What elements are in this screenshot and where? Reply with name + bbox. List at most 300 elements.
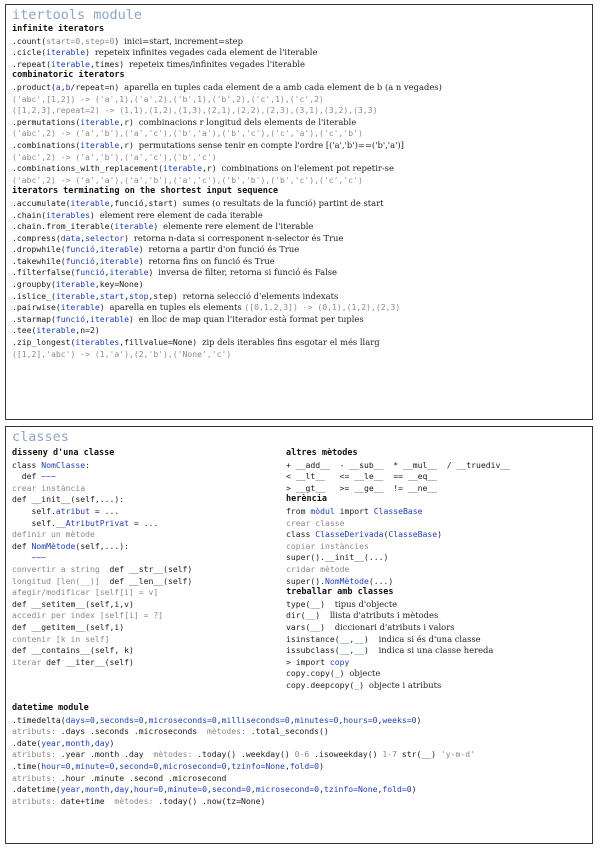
section-heading: [12, 186, 586, 198]
line-segment: (...): [368, 575, 394, 586]
line-segment: contenir [k in self]: [12, 633, 110, 644]
line-segment: iterable: [80, 139, 120, 150]
line-segment: afegir/modificar [self[i] = v]: [12, 587, 159, 598]
line-segment: ,: [319, 784, 324, 795]
line-segment: def: [12, 471, 42, 482]
line-segment: ): [109, 737, 115, 748]
line-segment: iterables: [75, 337, 120, 348]
line-segment: crear instància: [12, 482, 86, 493]
line-segment: from: [286, 505, 311, 516]
code-line: [12, 221, 586, 233]
code-line: [12, 82, 586, 94]
code-line: [286, 599, 586, 611]
line-segment: repeteix times/infinites vegades l'iterable: [128, 58, 305, 69]
line-segment: ): [416, 714, 422, 725]
line-segment: ~~~: [12, 552, 47, 563]
line-segment: .groupby(: [12, 279, 56, 290]
line-segment: stop: [128, 290, 149, 301]
line-segment: class: [286, 529, 316, 540]
line-segment: import: [334, 505, 374, 516]
line-segment: ): [89, 209, 100, 220]
line-segment: iterable: [55, 279, 95, 290]
code-line: [12, 784, 586, 796]
line-segment: ,: [94, 255, 100, 266]
line-segment: NomClasse: [41, 459, 86, 470]
line-segment: hour=0: [41, 760, 71, 771]
code-line: [12, 738, 586, 750]
line-segment: def __str__(self): [109, 563, 193, 574]
line-segment: ): [128, 313, 139, 324]
line-segment: .compress(: [12, 232, 61, 243]
line-segment: AtributPrivat: [65, 517, 129, 528]
line-segment: hour=0: [133, 784, 164, 795]
line-segment: disseny d'una classe: [12, 448, 115, 458]
line-segment: .combinations(: [12, 139, 81, 150]
code-line: [12, 233, 586, 245]
line-segment: .starmap(: [12, 313, 56, 324]
line-segment: year: [41, 737, 61, 748]
line-segment: .isoweekday(): [314, 749, 383, 760]
line-segment: atributs:: [12, 795, 61, 806]
line-segment: ,: [94, 714, 100, 725]
line-segment: .combinations_with_replacement(: [12, 163, 164, 174]
line-segment: ClasseBase: [388, 529, 438, 540]
code-line: [286, 668, 586, 680]
line-segment: ([1,2],'abc') -> (1,'a'),(2,'b'),('None','c'): [12, 348, 232, 359]
line-segment: atributs:: [12, 749, 61, 760]
line-segment: def __init__(self,...):: [12, 494, 125, 505]
line-segment: ,: [80, 784, 86, 795]
code-line: [12, 610, 284, 622]
line-segment: .chain(: [12, 209, 47, 220]
line-segment: iterable: [114, 221, 154, 232]
code-line: [286, 471, 586, 483]
line-segment: ): [363, 645, 379, 656]
line-segment: issubclass(: [286, 645, 340, 656]
line-segment: .islice_(: [12, 290, 56, 301]
code-line: [286, 576, 586, 588]
code-line: [286, 506, 586, 518]
line-segment: .total_seconds(): [250, 726, 329, 737]
code-line: [12, 506, 284, 518]
line-segment: month: [65, 737, 90, 748]
line-segment: self.__: [12, 517, 66, 528]
line-segment: data: [60, 232, 81, 243]
line-segment: NomMètode: [31, 540, 76, 551]
line-segment: ): [138, 255, 149, 266]
line-segment: objecte: [349, 668, 381, 679]
line-segment: tzinfo=None: [323, 784, 378, 795]
code-line: [12, 105, 586, 117]
line-segment: .today() .now(tz=None): [158, 795, 266, 806]
line-segment: ('abc',2) -> ('a','b'),('a','c'),('b','a'),('b','c'),('c','a'),('c','b'): [12, 128, 363, 139]
line-segment: microsecond=0: [163, 760, 227, 771]
code-line: [12, 198, 586, 210]
line-segment: milliseconds=0: [221, 714, 290, 725]
line-segment: year: [60, 784, 81, 795]
line-segment: ): [124, 232, 134, 243]
line-segment: funció: [75, 267, 105, 278]
line-segment: combinatoric iterators: [12, 70, 125, 81]
line-segment: accedir per index [self[i] = ?]: [12, 610, 164, 621]
line-segment: combinations on l'element pot repetir-se: [221, 163, 394, 174]
code-line: [12, 337, 586, 349]
line-segment: microseconds=0: [148, 714, 217, 725]
line-segment: ([0,1,2,3]) -> (0,1),(1,2),(2,3): [244, 302, 401, 313]
code-line: [12, 175, 586, 187]
line-segment: days=0: [65, 714, 95, 725]
line-segment: ,: [349, 645, 355, 656]
line-segment: = ...: [128, 517, 159, 528]
line-segment: ): [319, 760, 324, 771]
line-segment: ): [437, 529, 442, 540]
line-segment: ,: [216, 714, 222, 725]
code-line: [12, 210, 586, 222]
line-segment: datetime module: [12, 703, 89, 713]
line-segment: microsecond=0: [255, 784, 320, 795]
itertools-lines: [12, 24, 586, 360]
line-segment: .year .month .day: [60, 749, 154, 760]
line-segment: retorna n-data si corresponent n-selector és True: [133, 232, 344, 243]
line-segment: + __add__ - __sub__ * __mul__ / __truediv__: [286, 459, 511, 470]
line-segment: iterable: [55, 290, 95, 301]
code-line: [12, 36, 586, 48]
line-segment: ): [114, 35, 125, 46]
code-line: [286, 680, 586, 692]
code-line: [286, 541, 586, 553]
line-segment: > import: [286, 656, 330, 667]
code-line: [286, 518, 586, 530]
line-segment: .filterfalse(: [12, 267, 76, 278]
line-segment: ): [320, 598, 335, 609]
line-segment: ,: [90, 737, 95, 748]
line-segment: ,: [143, 714, 149, 725]
line-segment: inversa de filter, retorna si funció és False: [158, 267, 338, 278]
line-segment: funció: [55, 313, 86, 324]
line-segment: definir un mètode: [12, 529, 95, 540]
line-segment: __: [339, 645, 350, 656]
code-line: [12, 622, 284, 634]
other-methods-column: [286, 448, 586, 691]
line-segment: minute=0: [75, 760, 115, 771]
code-line: [12, 117, 586, 129]
line-segment: copy.deepcopy(: [286, 679, 355, 690]
line-segment: dir(: [286, 610, 306, 621]
line-segment: < __lt__ <= __le__ == __eq__: [286, 471, 438, 482]
line-segment: __: [305, 610, 316, 621]
line-segment: ,times): [89, 58, 129, 69]
line-segment: ): [320, 621, 335, 632]
line-segment: start=0,step=0: [46, 35, 115, 46]
line-segment: selector: [85, 232, 125, 243]
code-line: [12, 796, 586, 808]
line-segment: ,: [226, 760, 232, 771]
line-segment: def __setitem__(self,i,v): [12, 598, 134, 609]
code-line: [12, 645, 284, 657]
line-segment: ,step): [148, 290, 183, 301]
code-line: [12, 587, 284, 599]
line-segment: copy: [329, 656, 350, 667]
code-line: [12, 599, 284, 611]
line-segment: ,: [163, 784, 168, 795]
line-segment: ,r): [202, 163, 222, 174]
line-segment: hours=0: [343, 714, 378, 725]
line-segment: type(: [286, 598, 311, 609]
code-line: [12, 314, 586, 326]
code-line: [286, 483, 586, 495]
line-segment: .today() .weekday(): [197, 749, 295, 760]
line-segment: super().: [286, 575, 325, 586]
line-segment: .dropwhile(: [12, 244, 66, 255]
code-line: [12, 47, 586, 59]
code-line: [12, 576, 284, 588]
line-segment: copiar instàncies: [286, 540, 369, 551]
code-line: [12, 460, 284, 472]
line-segment: ,key=None): [94, 279, 144, 290]
line-segment: fold=0: [289, 760, 320, 771]
line-segment: ClasseBase: [373, 505, 423, 516]
section-heading: [286, 448, 586, 460]
line-segment: funció: [65, 244, 95, 255]
line-segment: treballar amb classes: [286, 587, 394, 598]
line-segment: __: [354, 645, 364, 656]
line-segment: ,: [60, 81, 66, 92]
line-segment: ): [153, 221, 164, 232]
line-segment: > __gt__ >= __ge__ != __ne__: [286, 482, 438, 493]
section-heading: [286, 587, 586, 599]
code-line: [12, 564, 284, 576]
line-segment: herència: [286, 494, 327, 505]
line-segment: ,funció,start): [109, 197, 183, 208]
line-segment: retorna fins on funció és True: [148, 255, 275, 266]
line-segment: retorna selecció d'elements indexats: [182, 290, 339, 301]
line-segment: ,fillvalue=None): [119, 337, 203, 348]
line-segment: 'y-m-d': [440, 749, 475, 760]
line-segment: iterable: [163, 163, 203, 174]
code-line: [286, 610, 586, 622]
code-line: [286, 529, 586, 541]
code-line: [12, 349, 586, 361]
line-segment: ,: [349, 633, 355, 644]
line-segment: ): [138, 244, 149, 255]
line-segment: ): [363, 633, 379, 644]
line-segment: copy.copy(: [286, 668, 335, 679]
line-segment: .tee(: [12, 325, 37, 336]
code-line: [12, 244, 586, 256]
line-segment: ): [339, 668, 350, 679]
itertools-title: itertools module: [12, 7, 143, 23]
line-segment: minutes=0: [294, 714, 339, 725]
line-segment: iterable: [50, 58, 90, 69]
line-segment: day: [94, 737, 110, 748]
code-line: [12, 541, 284, 553]
line-segment: ('abc',2) -> ('a','a'),('a','b'),('a','c'),('b','b'),('b','c'),('c','c'): [12, 174, 363, 185]
line-segment: super().__init__(...): [286, 552, 389, 563]
line-segment: ,: [158, 760, 164, 771]
line-segment: day: [114, 784, 129, 795]
line-segment: ): [315, 610, 330, 621]
line-segment: .zip_longest(: [12, 337, 76, 348]
line-segment: iterables: [46, 209, 90, 220]
line-segment: 1-7: [382, 749, 402, 760]
line-segment: sumes (o resultats de la funció) partint de start: [182, 197, 384, 208]
line-segment: ('abc',2) -> ('a','b'),('a','c'),('b','c'): [12, 151, 217, 162]
line-segment: ,r): [119, 139, 139, 150]
line-segment: atributs:: [12, 726, 61, 737]
code-line: [12, 715, 586, 727]
line-segment: ,n=2): [75, 325, 100, 336]
line-segment: weeks=0: [382, 714, 417, 725]
line-segment: convertir a string: [12, 563, 110, 574]
line-segment: class: [12, 459, 42, 470]
section-heading: [12, 24, 586, 36]
section-heading: [286, 494, 586, 506]
line-segment: cridar mètode: [286, 563, 350, 574]
line-segment: zip dels iterables fins esgotar el més llarg: [202, 337, 380, 348]
code-line: [12, 773, 586, 785]
line-segment: ): [148, 267, 159, 278]
code-line: [12, 657, 284, 669]
line-segment: ,: [109, 784, 115, 795]
line-segment: __: [310, 598, 321, 609]
line-segment: iterators terminating on the shortest input sequence: [12, 186, 279, 197]
line-segment: ,: [60, 737, 66, 748]
line-segment: NomMètode: [324, 575, 369, 586]
line-segment: objecte i atributs: [368, 679, 442, 690]
code-line: [286, 634, 586, 646]
line-segment: def __len__(self): [109, 575, 193, 586]
line-segment: date+time: [60, 795, 115, 806]
line-segment: def: [12, 540, 32, 551]
line-segment: aparella en tuples cada element de a amb cada element de b (a n vegades): [124, 81, 442, 92]
code-line: [12, 726, 586, 738]
code-line: [286, 552, 586, 564]
line-segment: ): [85, 47, 95, 58]
line-segment: retorna a partir d'on funció és True: [148, 244, 300, 255]
line-segment: mòdul: [310, 505, 335, 516]
line-segment: altres mètodes: [286, 448, 358, 458]
line-segment: tipus d'objecte: [334, 598, 398, 609]
line-segment: start: [99, 290, 125, 301]
line-segment: seconds=0: [99, 714, 144, 725]
line-segment: .product(: [12, 81, 56, 92]
code-line: [286, 657, 586, 669]
code-line: [12, 325, 586, 337]
line-segment: iterar: [12, 656, 47, 667]
line-segment: ,r): [119, 116, 139, 127]
line-segment: permutations sense tenir en compte l'ordre [('a','b')==('b','a')]: [138, 139, 404, 150]
line-segment: ,: [377, 714, 383, 725]
line-segment: .pairwise(: [12, 302, 61, 313]
line-segment: ): [99, 302, 110, 313]
line-segment: iterable: [36, 325, 76, 336]
line-segment: month: [85, 784, 110, 795]
line-segment: en lloc de map quan l'iterador està format per tuples: [138, 313, 364, 324]
line-segment: .timedelta(: [12, 714, 66, 725]
section-heading: [12, 448, 284, 460]
line-segment: second=0: [119, 760, 159, 771]
line-segment: ,: [284, 760, 290, 771]
line-segment: iterable: [99, 255, 139, 266]
line-segment: 0-6: [294, 749, 315, 760]
code-line: [12, 749, 586, 761]
code-line: [12, 483, 284, 495]
line-segment: .datetime(: [12, 784, 61, 795]
line-segment: iterable: [99, 244, 139, 255]
code-line: [286, 622, 586, 634]
line-segment: .permutations(: [12, 116, 81, 127]
line-segment: second=0: [211, 784, 251, 795]
line-segment: /repeat=n): [70, 81, 125, 92]
line-segment: = ...: [89, 505, 120, 516]
line-segment: elemente rere element de l'iterable: [163, 221, 314, 232]
line-segment: crear classe: [286, 517, 345, 528]
code-line: [12, 279, 586, 291]
section-heading: [12, 70, 586, 82]
line-segment: element rere element de cada iterable: [99, 209, 263, 220]
line-segment: .chain.from_iterable(: [12, 221, 115, 232]
line-segment: ,: [85, 313, 90, 324]
line-segment: fold=0: [382, 784, 412, 795]
line-segment: infinite iterators: [12, 24, 105, 34]
line-segment: diccionari d'atributs i valors: [334, 621, 455, 632]
line-segment: _: [354, 679, 360, 690]
line-segment: __: [354, 633, 364, 644]
line-segment: ,: [206, 784, 212, 795]
line-segment: .date(: [12, 737, 42, 748]
line-segment: :: [85, 459, 90, 470]
line-segment: .time(: [12, 760, 42, 771]
line-segment: def __getitem__(self,i): [12, 621, 125, 632]
line-segment: def __contains__(self, k): [12, 645, 134, 656]
line-segment: def __iter__(self): [46, 656, 134, 667]
line-segment: ('abc',[1,2]) -> ('a',1),('a',2),('b',1),('b',2),('c',1),('c',2): [12, 93, 324, 104]
line-segment: minute=0: [167, 784, 207, 795]
line-segment: .repeat(: [12, 58, 51, 69]
code-line: [286, 564, 586, 576]
line-segment: funció: [65, 255, 95, 266]
line-segment: __: [310, 621, 321, 632]
line-segment: ,: [114, 760, 120, 771]
code-line: [12, 94, 586, 106]
line-segment: (: [383, 529, 389, 540]
line-segment: iterable: [109, 267, 149, 278]
line-segment: indica si és d'una classe: [378, 633, 481, 644]
code-line: [12, 267, 586, 279]
line-segment: b: [65, 81, 71, 92]
line-segment: longitud [len(__)]: [12, 575, 110, 586]
code-line: [12, 256, 586, 268]
line-segment: .cicle(: [12, 47, 47, 58]
line-segment: ,: [94, 290, 100, 301]
code-line: [12, 471, 284, 483]
line-segment: .days .seconds .microseconds: [60, 726, 207, 737]
code-line: [12, 140, 586, 152]
code-line: [12, 761, 586, 773]
line-segment: mètodes:: [114, 795, 159, 806]
line-segment: ,: [80, 232, 86, 243]
line-segment: iterable: [89, 313, 129, 324]
code-line: [12, 128, 586, 140]
line-segment: ): [411, 784, 417, 795]
classes-title: classes: [12, 429, 69, 445]
line-segment: mètodes:: [153, 749, 198, 760]
line-segment: mètodes:: [206, 726, 251, 737]
classes-panel: [5, 426, 593, 844]
line-segment: ,: [104, 267, 110, 278]
code-line: [12, 302, 586, 314]
line-segment: llista d'atributs i mètodes: [329, 610, 439, 621]
